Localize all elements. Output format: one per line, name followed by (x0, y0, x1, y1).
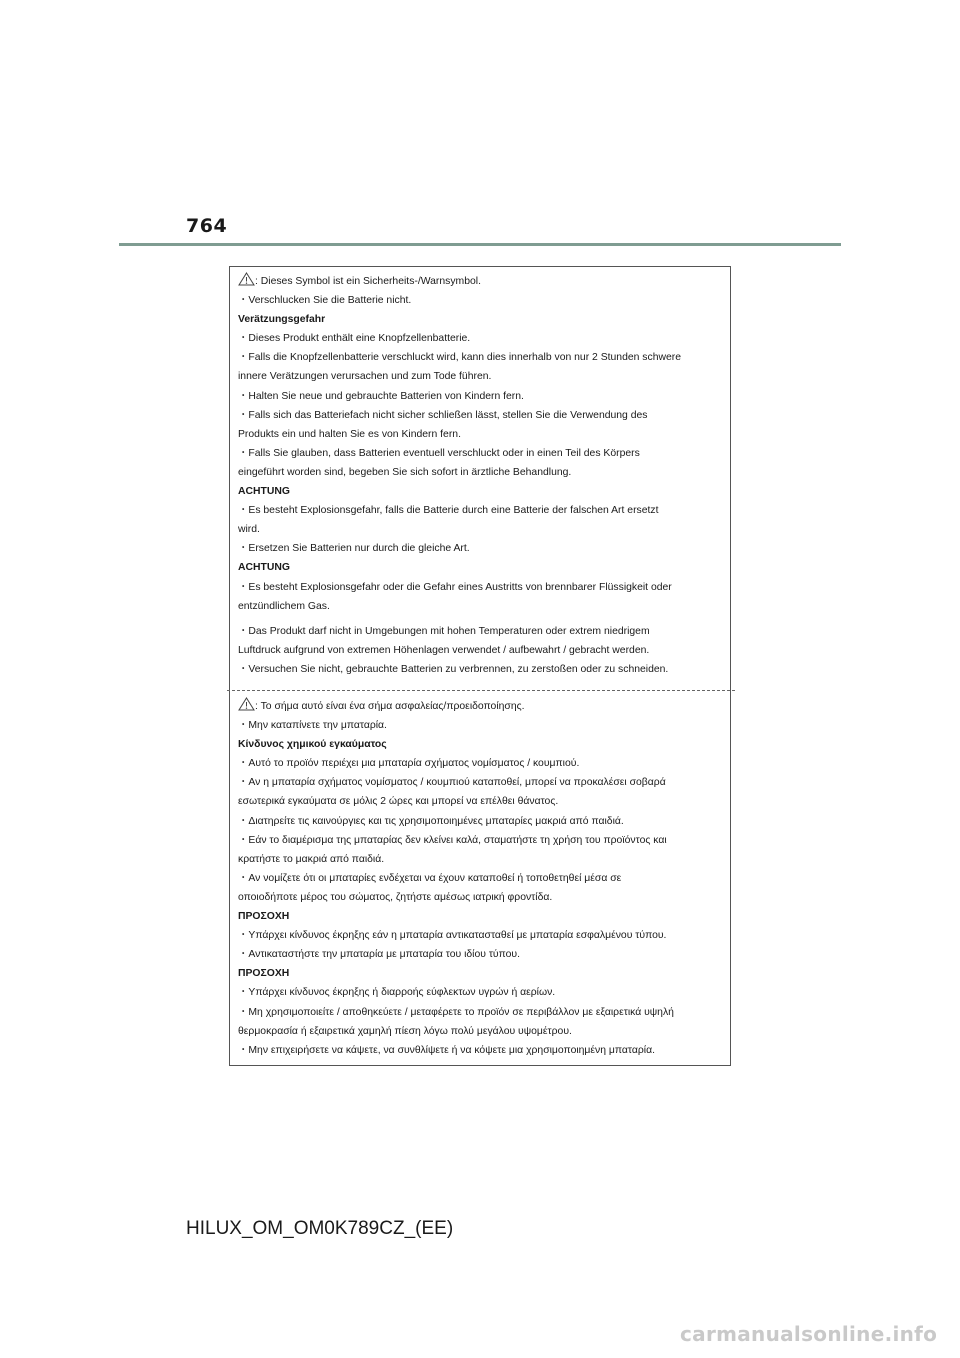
section-divider (227, 690, 735, 691)
text-line: ・Μην καταπίνετε την μπαταρία. (238, 720, 387, 732)
watermark: carmanualsonline.info (680, 1322, 938, 1346)
text-line: ・Ersetzen Sie Batterien nur durch die gleiche Art. (238, 543, 470, 555)
text-line: ・Verschlucken Sie die Batterie nicht. (238, 295, 412, 307)
german-section (238, 272, 724, 679)
text-line: ・Versuchen Sie nicht, gebrauchte Batterien zu verbrennen, zu zerstoßen oder zu schneiden. (238, 663, 669, 675)
section-heading: ACHTUNG (238, 562, 290, 574)
text-line: ・Υπάρχει κίνδυνος έκρηξης ή διαρροής εύφλεκτων υγρών ή αερίων. (238, 987, 556, 999)
section-heading: ΠΡΟΣΟΧΗ (238, 968, 290, 980)
symbol-text: : Το σήμα αυτό είναι ένα σήμα ασφαλείας/προειδοποίησης. (255, 701, 525, 712)
page-number: 764 (186, 215, 228, 237)
symbol-text: : Dieses Symbol ist ein Sicherheits-/Warnsymbol. (255, 276, 481, 287)
text-line: innere Verätzungen verursachen und zum Tode führen. (238, 371, 492, 383)
text-line: ・Falls die Knopfzellenbatterie verschluckt wird, kann dies innerhalb von nur 2 Stunden schwere (238, 352, 681, 364)
section-heading: Verätzungsgefahr (238, 314, 326, 326)
warning-triangle-icon (238, 697, 255, 711)
section-heading: ACHTUNG (238, 486, 290, 498)
battery-warning-box (229, 266, 731, 1066)
text-line: wird. (238, 524, 260, 536)
text-line: ・Es besteht Explosionsgefahr oder die Gefahr eines Austritts von brennbarer Flüssigkeit oder (238, 581, 672, 593)
text-line: ・Es besteht Explosionsgefahr, falls die Batterie durch eine Batterie der falschen Art ersetzt (238, 505, 659, 517)
text-line: ・Halten Sie neue und gebrauchte Batterien von Kindern fern. (238, 390, 524, 402)
text-line: Luftdruck aufgrund von extremen Höhenlagen verwendet / aufbewahrt / gebracht werden. (238, 644, 650, 656)
greek-section (238, 697, 724, 1060)
text-line: entzündlichem Gas. (238, 600, 330, 612)
text-line: θερμοκρασία ή εξαιρετικά χαμηλή πίεση λόγω πολύ μεγάλου υψομέτρου. (238, 1025, 572, 1037)
header-rule (119, 243, 841, 246)
text-line: κρατήστε το μακριά από παιδιά. (238, 853, 385, 865)
text-line: ・Αν νομίζετε ότι οι μπαταρίες ενδέχεται να έχουν καταποθεί ή τοποθετηθεί μέσα σε (238, 872, 622, 884)
text-line: eingeführt worden sind, begeben Sie sich sofort in ärztliche Behandlung. (238, 466, 572, 478)
text-line: ・Falls Sie glauben, dass Batterien eventuell verschluckt oder in einen Teil des Körpers (238, 447, 640, 459)
warning-triangle-icon (238, 272, 255, 286)
text-line: ・Αντικαταστήστε την μπαταρία με μπαταρία του ιδίου τύπου. (238, 949, 520, 961)
text-line: εσωτερικά εγκαύματα σε μόλις 2 ώρες και μπορεί να επέλθει θάνατος. (238, 796, 559, 808)
warning-symbol-line (238, 697, 724, 716)
text-line: ・Falls sich das Batteriefach nicht sicher schließen lässt, stellen Sie die Verwendung des (238, 409, 648, 421)
text-line: ・Μην επιχειρήσετε να κάψετε, να συνθλίψετε ή να κόψετε μια χρησιμοποιημένη μπαταρία. (238, 1044, 656, 1056)
warning-symbol-line (238, 272, 724, 291)
text-line: ・Dieses Produkt enthält eine Knopfzellenbatterie. (238, 333, 471, 345)
text-line: ・Μη χρησιμοποιείτε / αποθηκεύετε / μεταφέρετε το προϊόν σε περιβάλλον με εξαιρετικά υψηλή (238, 1006, 674, 1018)
text-line: ・Υπάρχει κίνδυνος έκρηξης εάν η μπαταρία αντικατασταθεί με μπαταρία εσφαλμένου τύπου. (238, 930, 667, 942)
text-line: οποιοδήποτε μέρος του σώματος, ζητήστε αμέσως ιατρική φροντίδα. (238, 891, 553, 903)
text-line: ・Διατηρείτε τις καινούργιες και τις χρησιμοποιημένες μπαταρίες μακριά από παιδιά. (238, 815, 624, 827)
section-heading: Κίνδυνος χημικού εγκαύματος (238, 739, 387, 751)
text-line: ・Das Produkt darf nicht in Umgebungen mit hohen Temperaturen oder extrem niedrigem (238, 625, 650, 637)
text-line: ・Αυτό το προϊόν περιέχει μια μπαταρία σχήματος νομίσματος / κουμπιού. (238, 758, 580, 770)
footer-code: HILUX_OM_OM0K789CZ_(EE) (186, 1218, 454, 1239)
text-line: ・Αν η μπαταρία σχήματος νομίσματος / κουμπιού καταποθεί, μπορεί να προκαλέσει σοβαρά (238, 777, 666, 789)
text-line: Produkts ein und halten Sie es von Kindern fern. (238, 428, 461, 440)
section-heading: ΠΡΟΣΟΧΗ (238, 911, 290, 923)
text-line: ・Εάν το διαμέρισμα της μπαταρίας δεν κλείνει καλά, σταματήστε τη χρήση του προϊόντος και (238, 834, 667, 846)
